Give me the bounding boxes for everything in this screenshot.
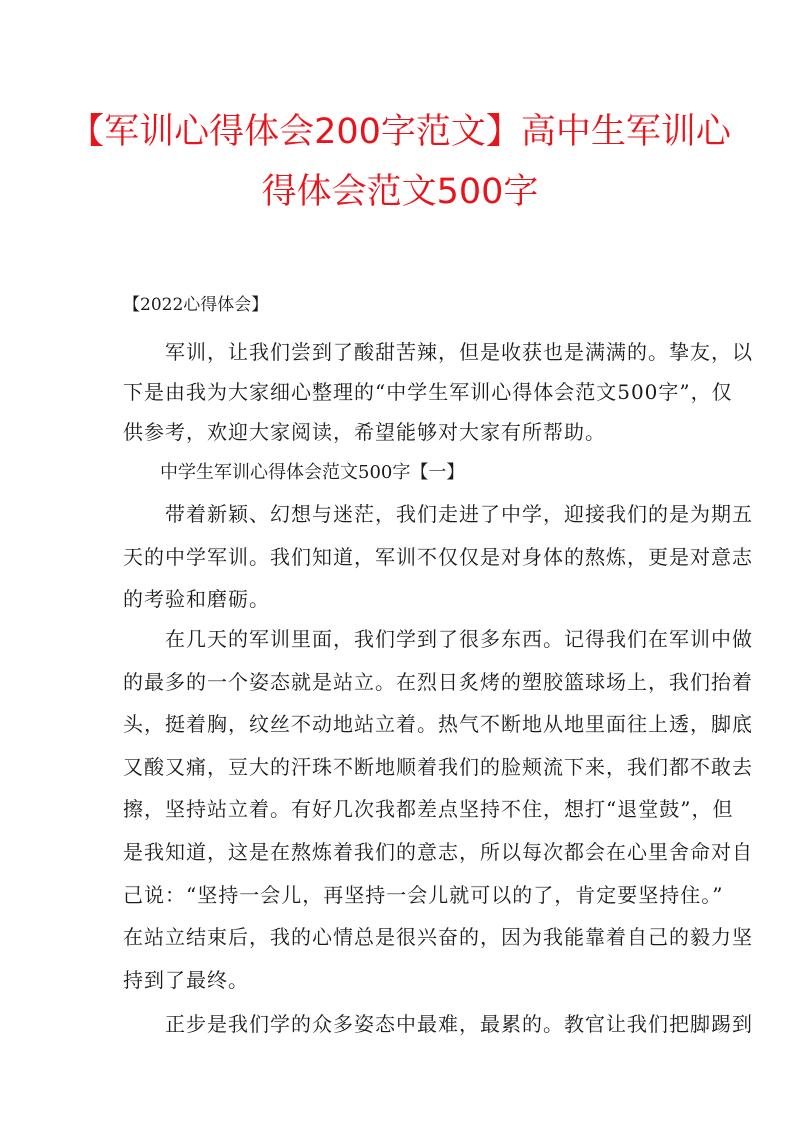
paragraph-line: 天的中学军训。我们知道，军训不仅仅是对身体的熬炼，更是对意志 [123, 544, 753, 569]
paragraph-line: 的最多的一个姿态就是站立。在烈日炙烤的塑胶篮球场上，我们抬着 [123, 669, 753, 694]
paragraph-line: 军训，让我们尝到了酸甜苦辣，但是收获也是满满的。挚友，以 [123, 340, 753, 364]
category-tag: 【2022心得体会】 [123, 295, 269, 315]
intro-paragraph [123, 332, 753, 452]
paragraph-line: 是我知道，这是在熬炼着我们的意志，所以每次都会在心里舍命对自 [123, 839, 753, 864]
document-title-line-1: 【军训心得体会200字范文】高中生军训心 [69, 112, 731, 152]
paragraph-line: 己说：“坚持一会儿，再坚持一会儿就可以的了，肯定要坚持住。” [123, 882, 724, 907]
paragraph-line: 的考验和磨砺。 [123, 587, 270, 612]
paragraph-line: 头，挺着胸，纹丝不动地站立着。热气不断地从地里面往上透，脚底 [123, 712, 753, 737]
paragraph-line: 在几天的军训里面，我们学到了很多东西。记得我们在军训中做 [123, 627, 753, 651]
paragraph-2 [123, 493, 753, 621]
paragraph-line: 供参考，欢迎大家阅读，希望能够对大家有所帮助。 [123, 420, 606, 444]
paragraph-line: 带着新颖、幻想与迷茫，我们走进了中学，迎接我们的是为期五 [123, 502, 753, 526]
paragraph-4 [123, 1003, 753, 1046]
paragraph-line: 又酸又痛，豆大的汗珠不断地顺着我们的脸颊流下来，我们都不敢去 [123, 754, 753, 779]
paragraph-line: 擦，坚持站立着。有好几次我都差点坚持不住，想打“退堂鼓”，但 [123, 797, 734, 822]
paragraph-3 [123, 618, 753, 1001]
paragraph-line: 持到了最终。 [123, 967, 249, 992]
document-title-line-2: 得体会范文500字 [261, 172, 539, 212]
paragraph-line: 正步是我们学的众多姿态中最难，最累的。教官让我们把脚踢到 [123, 1012, 753, 1036]
paragraph-line: 在站立结束后，我的心情总是很兴奋的，因为我能靠着自己的毅力坚 [123, 925, 753, 950]
paragraph-line: 下是由我为大家细心整理的“中学生军训心得体会范文500字”，仅 [123, 380, 733, 404]
section-heading: 中学生军训心得体会范文500字【一】 [160, 462, 465, 483]
